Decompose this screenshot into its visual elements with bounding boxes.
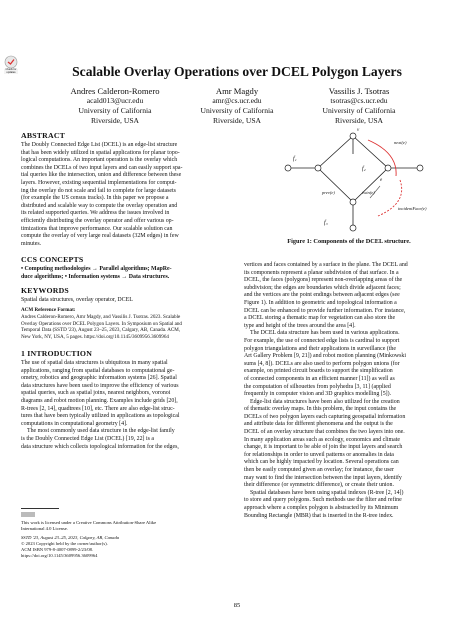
text-line: its components represent a planar subdivision of that surface. In a	[244, 269, 399, 276]
footnote-rule	[21, 508, 59, 509]
author-location: Riverside, USA	[334, 116, 384, 125]
text-line: (for example the US census tracks). In this paper we propose a	[21, 195, 169, 202]
text-line: type and height of the trees around the area [4].	[244, 322, 356, 329]
edge-label: e	[380, 178, 383, 183]
text-line: data structure which collects topological information for the edges,	[21, 443, 179, 450]
text-line: The use of spatial data structures is ubiquitous in many spatial	[21, 360, 168, 366]
text-line: approach where a complex polygon is abstracted by its Minimum	[244, 505, 399, 511]
text-line: The DCEL data structure has been used in various applications.	[250, 330, 400, 337]
text-line: In many application areas such as ecology, economics and climate	[244, 436, 400, 443]
author-affiliation: University of California	[78, 106, 152, 115]
author-name: Amr Magdy	[215, 86, 259, 96]
author-location: Riverside, USA	[212, 116, 262, 125]
prev-edge-label: prev(e)	[322, 190, 335, 195]
text-line: which can be highly impacted by location. Several operations can	[244, 459, 399, 466]
text-line: computations in computational geometry [4].	[21, 420, 128, 427]
text-line: logical computations. An important operation is the overlay which	[21, 157, 178, 164]
author-email[interactable]: tsotras@cs.ucr.edu	[330, 96, 388, 105]
text-line: that has been widely utilized in spatial applications for planar topo-	[21, 149, 180, 156]
text-line: duce algorithms; • Information systems → Data structures.	[21, 273, 170, 280]
author-email[interactable]: acald013@ucr.edu	[86, 96, 144, 105]
text-line: and attribute data for different phenomena and the output is the	[244, 421, 393, 428]
acm-reference-body	[21, 314, 233, 340]
text-line: ing the overlay do not scale and fail to complete for large datasets	[21, 187, 176, 194]
footnote	[21, 512, 233, 559]
text-line: diagrams and robot motion planning. Examples include grids [20],	[21, 397, 178, 404]
text-line: layers. However, existing sequential implementations for comput-	[21, 179, 177, 186]
abstract-body	[21, 142, 233, 248]
text-line: timizations that improve performance. Our scalable solution can	[21, 225, 173, 232]
text-line: applications, ranging from spatial databases to computational ge-	[21, 367, 175, 374]
text-line: The Doubly Connected Edge List (DCEL) is an edge-list structure	[21, 142, 178, 148]
text-line: DCEL can be enhanced to provide further information. For instance,	[244, 307, 406, 314]
author-name: Vassilis J. Tsotras	[328, 86, 390, 96]
face-label: f₂	[362, 166, 366, 172]
text-line: of thematic overlay maps. In this problem, the input contains the	[244, 406, 397, 413]
text-line: of connected components in an efficient manner [11]) as well as	[244, 375, 395, 382]
text-line: Bounding Rectangle (MBR) that is inserted in the R-tree index.	[244, 512, 394, 519]
text-line: Temporal Data (SSTD '23), August 23–25, 2023, Calgary, AB, Canada. ACM,	[21, 327, 181, 334]
introduction-heading: 1 INTRODUCTION	[21, 349, 93, 358]
text-line: Art Gallery Problem [9, 21]) and robot motion planning (Minkowski	[244, 353, 406, 360]
text-line: example, on printed circuit boards to support the simplification	[244, 368, 393, 375]
text-line: The most commonly used data structure in the edge-list family	[27, 428, 175, 435]
author-name: Andres Calderon-Romero	[70, 86, 160, 96]
text-line: compute the overlay of very large real datasets (32M edges) in few	[21, 233, 179, 240]
next-edge-label: next(e)	[394, 140, 407, 145]
text-line: combines the DCELs of two input layers and can easily support spa-	[21, 164, 183, 171]
text-line: its related supported queries. We address the issues involved in	[21, 210, 170, 217]
acm-reference-heading: ACM Reference Format:	[21, 307, 76, 313]
text-line: Andres Calderon-Romero, Amr Magdy, and Vassilis J. Tsotras. 2023. Scalable	[21, 314, 181, 320]
text-line: distributed and scalable way to compute the overlay operation and	[21, 202, 178, 209]
text-line: New York, NY, USA, 5 pages. https://doi.org/10.1145/3609956.3609964	[21, 333, 169, 340]
text-line: • Computing methodologies → Parallel algorithms; MapRe-	[21, 266, 172, 272]
license-icon	[21, 512, 35, 517]
text-line: the computation of silhouettes from polyhedra [3, 11] (applied	[244, 383, 391, 390]
text-line: DCELs of two polygon layers each capturing geospatial information	[244, 413, 406, 420]
text-line: Figure 1). In addition to geometric and topological information a	[244, 299, 397, 306]
text-line: DCEL of an overlay structure that combines the two layers into one.	[244, 429, 405, 436]
author-block	[284, 86, 434, 126]
author-affiliation: University of California	[322, 106, 396, 115]
text-line: may want to find the intersection between the input layers, identify	[244, 474, 402, 481]
text-line: International 4.0 License.	[21, 526, 68, 531]
text-line: their difference (or symmetric difference), or create their union.	[244, 482, 394, 489]
figure-caption: Figure 1: Components of the DCEL structure.	[287, 238, 411, 245]
face-label: f₃	[324, 220, 328, 226]
text-line: sums [4, 8]). DCELs are also used to perform polygon unions (for	[244, 360, 400, 367]
text-line[interactable]: https://doi.org/10.1145/3609956.3609964	[21, 553, 98, 558]
text-line: ometry, robotics and geographic information systems [26]. Spatial	[21, 375, 177, 382]
introduction-body	[21, 360, 233, 451]
ccs-body	[21, 266, 233, 281]
text-line: data structures have been used to improve the efficiency of various	[21, 382, 179, 389]
text-line: frequently in computer vision and 3D graphics modelling [5]).	[244, 391, 392, 398]
text-line: DCEL, the faces (polygons) represent non-overlapping areas of the	[244, 277, 403, 284]
right-column-body	[244, 262, 456, 520]
author-location: Riverside, USA	[90, 116, 140, 125]
text-line: for relationships in order to unveil patterns or anomalies in data	[244, 451, 394, 458]
text-line: a DCEL storing a thematic map for vegetation can also store the	[244, 315, 396, 322]
author-email[interactable]: amr@cs.ucr.edu	[212, 96, 262, 105]
text-line: spatial queries, such as spatial joins, nearest neighbors, voronoi	[21, 390, 171, 397]
text-line: to store and query polygons. Such methods use the filter and refine	[244, 497, 402, 504]
twin-edge-label: twin(e)	[362, 190, 375, 195]
dcel-diagram	[258, 128, 448, 236]
text-line: tures that have been typically utilized in applications as topological	[21, 413, 180, 420]
text-line: polygon triangulations and their applications in surveillance (the	[244, 345, 396, 352]
text-line: Edge-list data structures have been also utilized for the creation	[250, 398, 400, 405]
text-line: change, it is important to be able of join the input layers and search	[244, 444, 403, 451]
face-label: f₁	[293, 156, 297, 162]
text-line: R-trees [2, 14], quadtrees [10], etc. There are also edge-list struc-	[21, 405, 175, 412]
text-line: minutes.	[21, 240, 42, 247]
text-line: SSTD '23, August 23–25, 2023, Calgary, AB, Canada	[21, 535, 120, 540]
text-line: This work is licensed under a Creative Commons Attribution-Share Alike	[21, 520, 157, 525]
text-line: subdivision; the edges are boundaries which divide adjacent faces;	[244, 284, 401, 291]
page-number: 85	[233, 602, 241, 609]
text-line: vertices and faces contained by a surface in the plane. The DCEL and	[244, 262, 408, 268]
text-line: is the Doubly Connected Edge List (DCEL) [19, 22] is a	[21, 435, 155, 442]
text-line: ACM ISBN 979-8-4007-0899-2/23/08.	[21, 547, 94, 552]
text-line: tial queries like the intersection, union and difference between these	[21, 172, 182, 179]
text-line: For example, the use of connected edge lists is cardinal to support	[244, 337, 400, 344]
ccs-heading: CCS CONCEPTS	[21, 255, 84, 264]
badge-label: Check for updates	[5, 68, 17, 74]
dcel-figure	[258, 128, 448, 236]
vertex-label: v	[357, 128, 360, 133]
keywords-heading: KEYWORDS	[21, 286, 69, 295]
text-line: efficiently distributing the overlay operator and offer various op-	[21, 217, 174, 224]
text-line: © 2023 Copyright held by the owner/author(s).	[21, 541, 108, 546]
incident-face-label: incidentFace(e)	[398, 206, 427, 211]
text-line: and the vertices are the point endings between adjacent edges (see	[244, 292, 400, 299]
author-affiliation: University of California	[200, 106, 274, 115]
text-line: Overlay Operations over DCEL Polygon Layers. In Symposium on Spatial and	[21, 320, 182, 327]
paper-title: Scalable Overlay Operations over DCEL Polygon Layers	[72, 64, 402, 79]
text-line: Spatial databases have been using spatial indexes (R-tree [2, 14])	[250, 489, 404, 496]
text-line: then be easily computed given an overlay; for instance, the user	[244, 467, 394, 474]
keywords-body: Spatial data structures, overlay operator, DCEL	[21, 297, 133, 303]
abstract-heading: ABSTRACT	[21, 131, 66, 140]
